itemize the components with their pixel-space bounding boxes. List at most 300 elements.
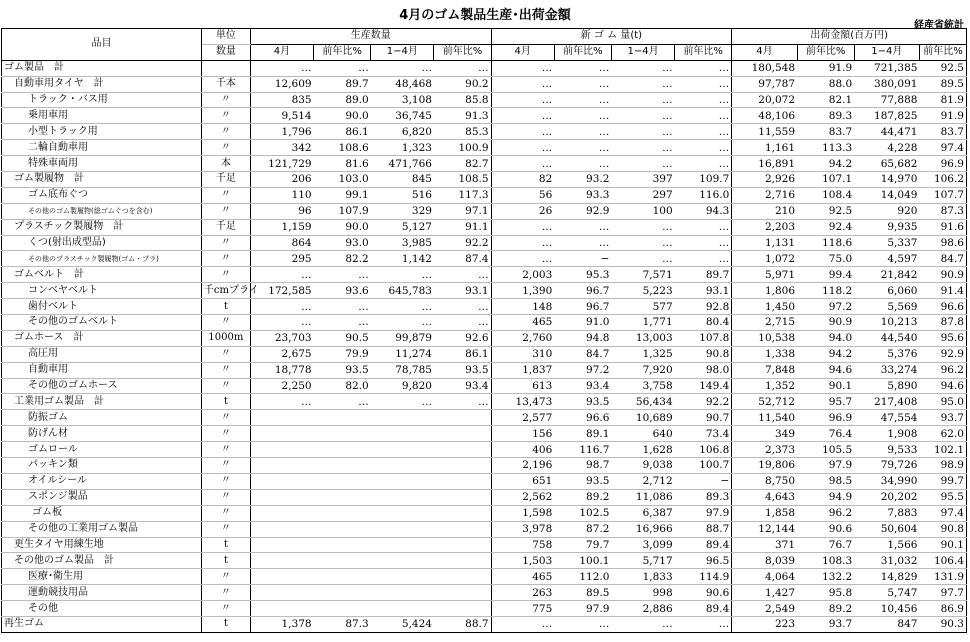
value-cell: … [250,299,313,315]
value-cell: … [491,219,554,235]
value-cell: 93.5 [314,362,371,378]
value-cell: 112.0 [554,569,611,585]
table-row [2,76,967,92]
value-cell: 90.0 [314,219,371,235]
value-cell: 116.0 [675,187,732,203]
table-row [2,124,967,140]
row-name: オイルシール [2,473,202,489]
value-cell [314,442,371,458]
value-cell [434,521,491,537]
value-cell: … [434,60,491,76]
value-cell: … [491,156,554,172]
value-cell: 108.3 [797,553,854,569]
table-row [2,521,967,537]
value-cell: 96.7 [554,299,611,315]
subheader-cell: 前年比% [434,44,491,60]
subheader-cell: 4月 [250,44,313,60]
table-row [2,108,967,124]
value-cell: 121,729 [250,156,313,172]
table-row [2,330,967,346]
value-cell [434,442,491,458]
value-cell: … [491,108,554,124]
row-unit: 〃 [201,251,250,267]
row-unit: 千足 [201,172,250,188]
subheader-cell: 4月 [491,44,554,60]
table-row [2,140,967,156]
value-cell: … [675,92,732,108]
subheader-cell: 前年比% [675,44,732,60]
value-cell: 5,424 [371,616,434,632]
value-cell: 94.9 [797,489,854,505]
value-cell: 83.7 [919,124,966,140]
value-cell: 5,717 [611,553,674,569]
value-cell: 92.5 [919,60,966,76]
value-cell: … [554,156,611,172]
value-cell: … [434,299,491,315]
row-name: その他の工業用ゴム製品 [2,521,202,537]
value-cell: 92.2 [434,235,491,251]
row-unit [201,60,250,76]
value-cell: … [491,124,554,140]
value-cell: 2,886 [611,601,674,617]
value-cell: … [675,235,732,251]
value-cell: 20,072 [732,92,797,108]
value-cell: 82.0 [314,378,371,394]
value-cell [314,473,371,489]
value-cell: … [434,394,491,410]
value-cell [434,489,491,505]
value-cell: 102.5 [554,505,611,521]
value-cell: 5,223 [611,283,674,299]
value-cell: 1,072 [732,251,797,267]
value-cell [371,442,434,458]
value-cell: 19,806 [732,458,797,474]
value-cell: 108.5 [434,172,491,188]
value-cell: 9,820 [371,378,434,394]
value-cell: 5,747 [854,585,919,601]
value-cell: 95.6 [919,330,966,346]
value-cell: 90.5 [314,330,371,346]
value-cell: 12,609 [250,76,313,92]
value-cell: … [611,60,674,76]
value-cell: 1,837 [491,362,554,378]
value-cell: 4,597 [854,251,919,267]
value-cell: 93.5 [554,394,611,410]
value-cell: 2,712 [611,473,674,489]
value-cell: … [491,76,554,92]
value-cell: 36,745 [371,108,434,124]
row-name: パッキン類 [2,458,202,474]
value-cell: 79.9 [314,346,371,362]
value-cell: … [250,267,313,283]
row-name: ゴムホース 計 [2,330,202,346]
value-cell: 342 [250,140,313,156]
value-cell: 758 [491,537,554,553]
value-cell: … [491,60,554,76]
value-cell [250,585,313,601]
value-cell [250,458,313,474]
value-cell [250,537,313,553]
value-cell: 97.9 [675,505,732,521]
value-cell: 95.5 [919,489,966,505]
value-cell: 1,858 [732,505,797,521]
value-cell: … [611,124,674,140]
header-unit-bottom: 数量 [201,44,250,60]
row-unit: 〃 [201,203,250,219]
table-row [2,505,967,521]
value-cell [434,458,491,474]
value-cell: 87.2 [554,521,611,537]
value-cell: 90.8 [919,521,966,537]
value-cell: 98.9 [919,458,966,474]
value-cell: 34,990 [854,473,919,489]
value-cell: 91.6 [919,219,966,235]
value-cell: 3,108 [371,92,434,108]
value-cell: 471,766 [371,156,434,172]
subheader-cell: 前年比% [314,44,371,60]
value-cell: … [675,156,732,172]
value-cell: 1,503 [491,553,554,569]
value-cell: 96.7 [554,283,611,299]
subheader-cell: 1−4月 [611,44,674,60]
value-cell: 380,091 [854,76,919,92]
subheader-cell: 前年比% [919,44,966,60]
row-name: その他のゴムベルト [2,315,202,331]
value-cell: 1,161 [732,140,797,156]
value-cell: 87.8 [919,315,966,331]
row-unit: 〃 [201,315,250,331]
value-cell: 89.2 [554,489,611,505]
row-name: トラック・バス用 [2,92,202,108]
value-cell: 88.0 [797,76,854,92]
table-row [2,489,967,505]
value-cell: 92.8 [675,299,732,315]
value-cell: 84.7 [919,251,966,267]
value-cell: 117.3 [434,187,491,203]
value-cell: 310 [491,346,554,362]
row-name: その他のゴムホース [2,378,202,394]
value-cell: 93.4 [554,378,611,394]
value-cell: 397 [611,172,674,188]
value-cell: 14,049 [854,187,919,203]
value-cell: 91.9 [919,108,966,124]
value-cell: 8,039 [732,553,797,569]
row-name: 小型トラック用 [2,124,202,140]
value-cell: … [371,394,434,410]
table-row [2,458,967,474]
value-cell: 5,376 [854,346,919,362]
value-cell: 44,540 [854,330,919,346]
value-cell: 96.5 [675,553,732,569]
value-cell: 118.6 [797,235,854,251]
value-cell: … [611,616,674,632]
value-cell: … [611,156,674,172]
subheader-cell: 1−4月 [854,44,919,60]
value-cell: 9,935 [854,219,919,235]
subheader-cell: 前年比% [554,44,611,60]
table-row [2,203,967,219]
value-cell: 132.2 [797,569,854,585]
value-cell: 97.1 [434,203,491,219]
value-cell: 97.4 [919,505,966,521]
value-cell [250,505,313,521]
value-cell: 1,338 [732,346,797,362]
row-name: 高圧用 [2,346,202,362]
value-cell: 89.2 [797,601,854,617]
table-row [2,346,967,362]
value-cell: 100.1 [554,553,611,569]
value-cell: 90.9 [919,267,966,283]
value-cell: 93.1 [675,283,732,299]
value-cell: 85.3 [434,124,491,140]
value-cell: 56 [491,187,554,203]
value-cell: 297 [611,187,674,203]
value-cell: … [491,140,554,156]
value-cell [250,553,313,569]
value-cell [314,569,371,585]
value-cell: 92.5 [797,203,854,219]
value-cell: 149.4 [675,378,732,394]
value-cell: … [434,315,491,331]
value-cell: 187,825 [854,108,919,124]
header-unit-top: 単位 [201,29,250,45]
value-cell: 1,833 [611,569,674,585]
value-cell: 106.8 [675,442,732,458]
value-cell: 100.7 [675,458,732,474]
value-cell: 90.9 [797,315,854,331]
value-cell: 87.4 [434,251,491,267]
value-cell [314,426,371,442]
row-unit: 1000m [201,330,250,346]
row-unit: 〃 [201,187,250,203]
row-name: その他のプラスチック製履物(ゴム・プラ) [2,251,202,267]
value-cell: 96.2 [919,362,966,378]
value-cell: 106.4 [919,553,966,569]
value-cell: 5,890 [854,378,919,394]
value-cell: 116.7 [554,442,611,458]
value-cell: … [554,140,611,156]
table-row [2,569,967,585]
value-cell [434,473,491,489]
row-name: スポンジ製品 [2,489,202,505]
value-cell: 2,760 [491,330,554,346]
value-cell: 349 [732,426,797,442]
table-row [2,267,967,283]
value-cell: 73.4 [675,426,732,442]
value-cell: 83.7 [797,124,854,140]
row-unit: 〃 [201,426,250,442]
value-cell: 2,716 [732,187,797,203]
value-cell: 92.2 [675,394,732,410]
value-cell: 90.3 [919,616,966,632]
row-unit: 本 [201,156,250,172]
value-cell [314,553,371,569]
table-row [2,410,967,426]
value-cell [434,601,491,617]
value-cell: 613 [491,378,554,394]
value-cell: 85.8 [434,92,491,108]
value-cell: 107.7 [919,187,966,203]
row-unit: t [201,394,250,410]
value-cell: 1,806 [732,283,797,299]
value-cell: 329 [371,203,434,219]
value-cell: 131.9 [919,569,966,585]
value-cell: 1,131 [732,235,797,251]
value-cell: 96.9 [919,156,966,172]
value-cell: 5,127 [371,219,434,235]
value-cell: 20,202 [854,489,919,505]
value-cell: … [611,92,674,108]
value-cell: … [371,315,434,331]
value-cell: 97.2 [554,362,611,378]
row-name: 特殊車両用 [2,156,202,172]
value-cell: 88.7 [434,616,491,632]
value-cell: 81.6 [314,156,371,172]
value-cell: 86.1 [314,124,371,140]
value-cell: 7,848 [732,362,797,378]
row-name: くつ(射出成型品) [2,235,202,251]
value-cell: … [675,76,732,92]
value-cell: 90.6 [797,521,854,537]
row-unit: t [201,616,250,632]
value-cell: 48,106 [732,108,797,124]
value-cell: 98.0 [675,362,732,378]
row-unit: 〃 [201,473,250,489]
value-cell: 577 [611,299,674,315]
row-unit: 千cmプライ [201,283,250,299]
table-row [2,251,967,267]
value-cell: 90.7 [675,410,732,426]
value-cell: 7,883 [854,505,919,521]
row-name: 乗用車用 [2,108,202,124]
table-row [2,616,967,632]
value-cell: 5,971 [732,267,797,283]
row-unit: 〃 [201,92,250,108]
value-cell: 7,920 [611,362,674,378]
value-cell [314,585,371,601]
value-cell: 89.4 [675,601,732,617]
value-cell: 100.9 [434,140,491,156]
value-cell: 1,566 [854,537,919,553]
value-cell: 156 [491,426,554,442]
value-cell: 10,689 [611,410,674,426]
value-cell: 97.9 [797,458,854,474]
value-cell: 90.2 [434,76,491,92]
value-cell: 5,337 [854,235,919,251]
value-cell: 107.1 [797,172,854,188]
value-cell [250,489,313,505]
value-cell: 7,571 [611,267,674,283]
value-cell [314,410,371,426]
value-cell: 93.7 [797,616,854,632]
value-cell: 640 [611,426,674,442]
row-unit: 〃 [201,378,250,394]
value-cell: 94.2 [797,346,854,362]
value-cell: 1,796 [250,124,313,140]
row-unit: 〃 [201,569,250,585]
row-unit: 〃 [201,489,250,505]
value-cell: 4,643 [732,489,797,505]
value-cell: 105.5 [797,442,854,458]
row-name: コンベヤベルト [2,283,202,299]
table-row [2,219,967,235]
value-cell: 79,726 [854,458,919,474]
value-cell [314,505,371,521]
value-cell: 102.1 [919,442,966,458]
value-cell: 94.2 [797,156,854,172]
value-cell: 645,783 [371,283,434,299]
value-cell: 1,142 [371,251,434,267]
value-cell: … [314,394,371,410]
row-name: 二輪自動車用 [2,140,202,156]
value-cell: 93.4 [434,378,491,394]
value-cell: 2,675 [250,346,313,362]
value-cell [250,426,313,442]
row-name: 更生タイヤ用練生地 [2,537,202,553]
value-cell [371,537,434,553]
value-cell: 5,569 [854,299,919,315]
value-cell: 2,577 [491,410,554,426]
value-cell: 92.6 [434,330,491,346]
table-row [2,283,967,299]
value-cell: 21,842 [854,267,919,283]
value-cell: 217,408 [854,394,919,410]
value-cell: … [554,76,611,92]
table-row [2,362,967,378]
value-cell: 65,682 [854,156,919,172]
row-name: ゴムロール [2,442,202,458]
statistics-table [1,28,967,633]
value-cell: 89.5 [919,76,966,92]
table-row [2,187,967,203]
value-cell: 1,427 [732,585,797,601]
row-name: 工業用ゴム製品 計 [2,394,202,410]
value-cell: 2,562 [491,489,554,505]
value-cell: … [675,219,732,235]
table-row [2,601,967,617]
value-cell: 3,985 [371,235,434,251]
value-cell: 95.8 [797,585,854,601]
value-cell: … [675,60,732,76]
table-row [2,235,967,251]
value-cell [434,553,491,569]
row-name: その他 [2,601,202,617]
value-cell: 92.9 [554,203,611,219]
value-cell: 26 [491,203,554,219]
value-cell: 103.0 [314,172,371,188]
value-cell: 3,099 [611,537,674,553]
value-cell: … [554,219,611,235]
value-cell: … [250,315,313,331]
value-cell: 2,203 [732,219,797,235]
value-cell [371,505,434,521]
value-cell: 56,434 [611,394,674,410]
value-cell: 31,032 [854,553,919,569]
value-cell: 10,538 [732,330,797,346]
value-cell: 11,559 [732,124,797,140]
value-cell: … [314,267,371,283]
value-cell: 90.1 [797,378,854,394]
value-cell: 113.3 [797,140,854,156]
value-cell [371,521,434,537]
row-name: 自動車用 [2,362,202,378]
value-cell: 2,003 [491,267,554,283]
value-cell: 82.1 [797,92,854,108]
value-cell: 93.0 [314,235,371,251]
value-cell: 91.9 [797,60,854,76]
value-cell [434,426,491,442]
value-cell: 9,533 [854,442,919,458]
